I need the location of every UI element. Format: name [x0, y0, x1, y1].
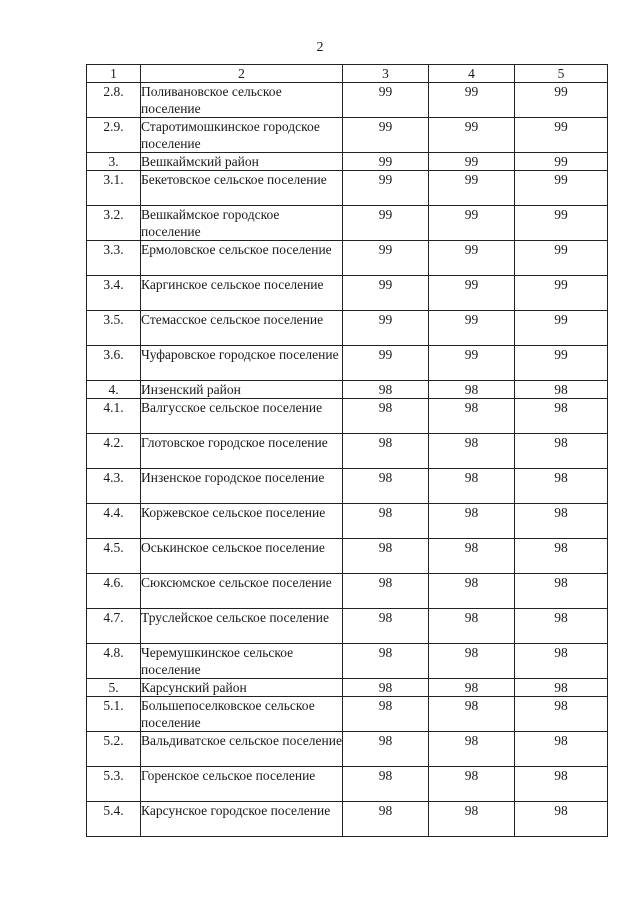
table-row — [87, 241, 608, 276]
table-row — [87, 153, 608, 171]
value-cell-col3: 98 — [343, 609, 429, 644]
settlement-name-cell: Старотимошкинское городское поселение — [141, 118, 343, 153]
value-cell-col5: 98 — [515, 697, 608, 732]
table-row — [87, 609, 608, 644]
settlement-name-cell: Черемушкинское сельское поселение — [141, 644, 343, 679]
settlement-name-cell: Вальдиватское сельское поселение — [141, 732, 343, 767]
column-header-4: 4 — [429, 65, 515, 83]
row-number-cell: 4.3. — [87, 469, 141, 504]
value-cell-col4: 98 — [429, 767, 515, 802]
row-number-cell: 3.5. — [87, 311, 141, 346]
table-row — [87, 697, 608, 732]
table-row — [87, 83, 608, 118]
row-number-cell: 5.4. — [87, 802, 141, 837]
settlement-name-cell: Бекетовское сельское поселение — [141, 171, 343, 206]
row-number-cell: 4.6. — [87, 574, 141, 609]
value-cell-col3: 99 — [343, 346, 429, 381]
value-cell-col4: 98 — [429, 609, 515, 644]
value-cell-col5: 98 — [515, 574, 608, 609]
value-cell-col4: 98 — [429, 697, 515, 732]
column-header-1: 1 — [87, 65, 141, 83]
row-number-cell: 3.3. — [87, 241, 141, 276]
value-cell-col5: 99 — [515, 241, 608, 276]
value-cell-col3: 98 — [343, 802, 429, 837]
value-cell-col4: 99 — [429, 241, 515, 276]
settlement-name-cell: Сюксюмское сельское поселение — [141, 574, 343, 609]
row-number-cell: 5.2. — [87, 732, 141, 767]
value-cell-col3: 98 — [343, 469, 429, 504]
value-cell-col3: 99 — [343, 241, 429, 276]
table-row — [87, 276, 608, 311]
column-header-3: 3 — [343, 65, 429, 83]
table-row — [87, 171, 608, 206]
table-row — [87, 469, 608, 504]
value-cell-col3: 98 — [343, 504, 429, 539]
value-cell-col3: 98 — [343, 539, 429, 574]
settlement-name-cell: Инзенский район — [141, 381, 343, 399]
table-row — [87, 399, 608, 434]
value-cell-col4: 99 — [429, 171, 515, 206]
table-row — [87, 644, 608, 679]
value-cell-col3: 98 — [343, 679, 429, 697]
value-cell-col3: 98 — [343, 399, 429, 434]
settlement-name-cell: Труслейское сельское поселение — [141, 609, 343, 644]
value-cell-col4: 98 — [429, 679, 515, 697]
settlement-name-cell: Коржевское сельское поселение — [141, 504, 343, 539]
row-number-cell: 3.6. — [87, 346, 141, 381]
value-cell-col3: 99 — [343, 83, 429, 118]
value-cell-col5: 99 — [515, 171, 608, 206]
value-cell-col5: 99 — [515, 276, 608, 311]
row-number-cell: 4.8. — [87, 644, 141, 679]
value-cell-col5: 99 — [515, 206, 608, 241]
value-cell-col3: 98 — [343, 644, 429, 679]
value-cell-col3: 99 — [343, 153, 429, 171]
settlement-name-cell: Стемасское сельское поселение — [141, 311, 343, 346]
row-number-cell: 3.4. — [87, 276, 141, 311]
value-cell-col3: 99 — [343, 276, 429, 311]
value-cell-col5: 98 — [515, 644, 608, 679]
settlement-name-cell: Вешкаймское городское поселение — [141, 206, 343, 241]
row-number-cell: 4. — [87, 381, 141, 399]
settlement-name-cell: Каргинское сельское поселение — [141, 276, 343, 311]
settlement-name-cell: Поливановское сельское поселение — [141, 83, 343, 118]
value-cell-col4: 98 — [429, 802, 515, 837]
value-cell-col5: 98 — [515, 399, 608, 434]
settlement-name-cell: Горенское сельское поселение — [141, 767, 343, 802]
value-cell-col4: 99 — [429, 276, 515, 311]
row-number-cell: 3.2. — [87, 206, 141, 241]
value-cell-col5: 98 — [515, 609, 608, 644]
row-number-cell: 4.4. — [87, 504, 141, 539]
table-row — [87, 732, 608, 767]
table-row — [87, 434, 608, 469]
value-cell-col5: 98 — [515, 434, 608, 469]
settlement-name-cell: Ермоловское сельское поселение — [141, 241, 343, 276]
table-row — [87, 311, 608, 346]
row-number-cell: 2.8. — [87, 83, 141, 118]
value-cell-col5: 99 — [515, 311, 608, 346]
row-number-cell: 4.1. — [87, 399, 141, 434]
row-number-cell: 3. — [87, 153, 141, 171]
settlement-name-cell: Карсунское городское поселение — [141, 802, 343, 837]
value-cell-col5: 99 — [515, 153, 608, 171]
settlement-name-cell: Большепоселковское сельское поселение — [141, 697, 343, 732]
table-row — [87, 381, 608, 399]
value-cell-col3: 98 — [343, 697, 429, 732]
value-cell-col3: 99 — [343, 311, 429, 346]
settlement-name-cell: Вешкаймский район — [141, 153, 343, 171]
value-cell-col3: 98 — [343, 732, 429, 767]
value-cell-col4: 98 — [429, 644, 515, 679]
value-cell-col3: 99 — [343, 206, 429, 241]
column-header-2: 2 — [141, 65, 343, 83]
row-number-cell: 3.1. — [87, 171, 141, 206]
value-cell-col4: 99 — [429, 206, 515, 241]
value-cell-col5: 99 — [515, 83, 608, 118]
value-cell-col4: 98 — [429, 434, 515, 469]
value-cell-col4: 99 — [429, 118, 515, 153]
row-number-cell: 2.9. — [87, 118, 141, 153]
table-header-row — [87, 65, 608, 83]
table-row — [87, 539, 608, 574]
settlement-name-cell: Чуфаровское городское поселение — [141, 346, 343, 381]
value-cell-col4: 98 — [429, 539, 515, 574]
value-cell-col3: 99 — [343, 118, 429, 153]
value-cell-col5: 98 — [515, 469, 608, 504]
value-cell-col3: 98 — [343, 574, 429, 609]
value-cell-col4: 98 — [429, 381, 515, 399]
value-cell-col4: 98 — [429, 504, 515, 539]
table-row — [87, 767, 608, 802]
value-cell-col5: 98 — [515, 539, 608, 574]
settlement-name-cell: Валгусское сельское поселение — [141, 399, 343, 434]
value-cell-col4: 98 — [429, 574, 515, 609]
value-cell-col5: 98 — [515, 504, 608, 539]
value-cell-col5: 98 — [515, 767, 608, 802]
row-number-cell: 4.2. — [87, 434, 141, 469]
value-cell-col5: 99 — [515, 346, 608, 381]
value-cell-col5: 98 — [515, 679, 608, 697]
value-cell-col4: 98 — [429, 399, 515, 434]
value-cell-col5: 98 — [515, 732, 608, 767]
value-cell-col5: 98 — [515, 381, 608, 399]
table-row — [87, 574, 608, 609]
column-header-5: 5 — [515, 65, 608, 83]
value-cell-col4: 98 — [429, 469, 515, 504]
row-number-cell: 4.7. — [87, 609, 141, 644]
settlement-name-cell: Глотовское городское поселение — [141, 434, 343, 469]
value-cell-col3: 98 — [343, 767, 429, 802]
table-row — [87, 206, 608, 241]
value-cell-col4: 99 — [429, 153, 515, 171]
row-number-cell: 4.5. — [87, 539, 141, 574]
settlement-name-cell: Карсунский район — [141, 679, 343, 697]
row-number-cell: 5.1. — [87, 697, 141, 732]
table-body — [87, 83, 608, 837]
data-table — [86, 64, 608, 837]
value-cell-col4: 99 — [429, 83, 515, 118]
value-cell-col3: 98 — [343, 381, 429, 399]
row-number-cell: 5. — [87, 679, 141, 697]
table-row — [87, 504, 608, 539]
table-row — [87, 802, 608, 837]
page-number: 2 — [316, 40, 324, 55]
value-cell-col5: 99 — [515, 118, 608, 153]
table-row — [87, 118, 608, 153]
value-cell-col3: 99 — [343, 171, 429, 206]
table-row — [87, 679, 608, 697]
table-row — [87, 346, 608, 381]
value-cell-col5: 98 — [515, 802, 608, 837]
value-cell-col4: 99 — [429, 311, 515, 346]
row-number-cell: 5.3. — [87, 767, 141, 802]
value-cell-col3: 98 — [343, 434, 429, 469]
value-cell-col4: 98 — [429, 732, 515, 767]
settlement-name-cell: Инзенское городское поселение — [141, 469, 343, 504]
value-cell-col4: 99 — [429, 346, 515, 381]
settlement-name-cell: Оськинское сельское поселение — [141, 539, 343, 574]
